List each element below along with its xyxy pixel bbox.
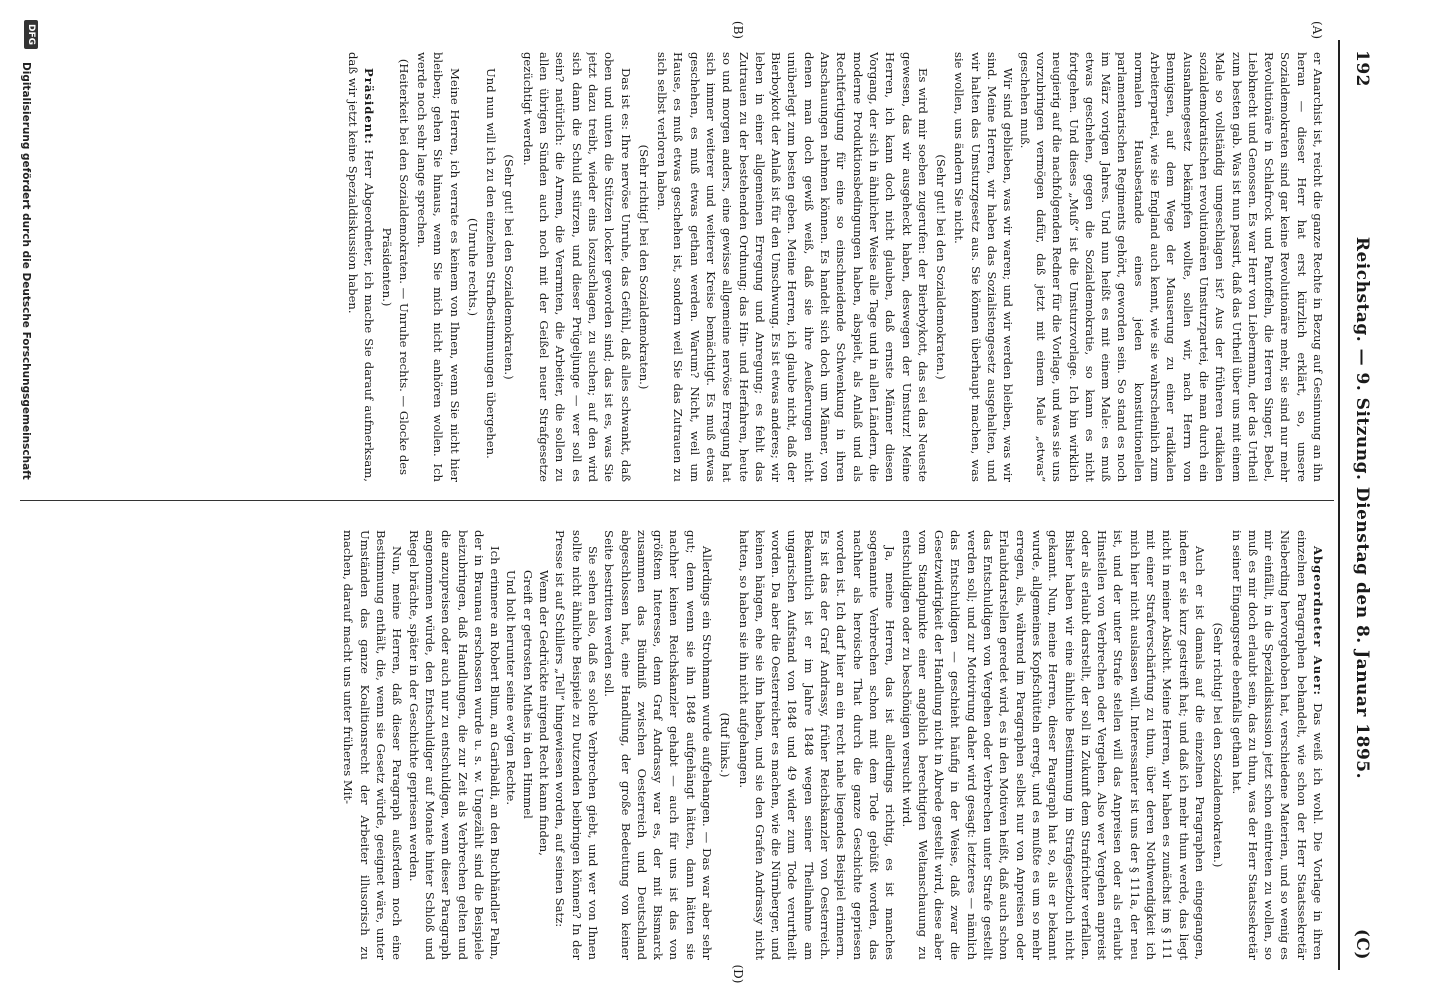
paragraph: Allerdings ein Strohmann wurde aufgehangen. — Das war aber sehr gut; denn wenn sie ihn 1848 aufgehängt hätten, dann hätten sie nachher keinen Reichskanzler gehabt — auch für uns ist das von größtem Interesse, denn Graf Andrassy war es, der mit Bismarck zusammen das Bündniß zwischen Oesterreich und Deutschland abgeschlossen hat, eine Handlung, der große Bedeutung von keiner Seite bestritten werden soll. <box>602 530 715 960</box>
paragraph: Ich erinnere an Robert Blum, an Garibaldi, an den Buchhändler Palm, der in Braunau erschossen wurde u. s. w. Ungezählt sind die Beispiele beizubringen, daß Handlungen, die zur Zeit als Verbrechen gelten und die anzupreisen oder auch nur zu entschuldigen, wenn dieser Paragraph angenommen würde, den Entschuldiger auf Monate hinter Schloß und Riegel brächte, später in der Geschichte gepriesen werden. <box>406 530 503 960</box>
speaker-paragraph <box>1228 530 1326 960</box>
verse-line: Und holt herunter seine ew'gen Rechte. <box>504 570 519 806</box>
header-rule <box>1338 40 1340 970</box>
right-text-column <box>236 530 1326 960</box>
paragraph: Nun, meine Herren, daß dieser Paragraph außerdem noch eine Bestimmung enthält, die, wenn sie Gesetz würde, geeignet wäre, unter Umständen das ganze Koalitionsrecht der Arbeiter illusorisch zu machen, darauf macht uns unter früheres Mit- <box>341 530 405 960</box>
margin-letter-b: (B) <box>731 20 745 40</box>
paragraph: Auch er ist damals auf die einzelnen Paragraphen eingegangen, indem er sie kurz gestreift hat; und daß ich mehr thun werde, das liegt nicht in meiner Absicht. Meine Herren, wir haben es zunächst im § 111 mit einer Strafverschärfung zu thun, über deren Nothwendigkeit ich mich hier nicht auslassen will. Interessanter ist uns der § 111a, der neu ist, und der unter Strafe stellen will das Anpreisen oder als erlaubt Hinstellen von Verbrechen oder Vergehen. Also wer Vergehen anpreist oder als erlaubt darstellt, der soll in Zukunft dem Strafrichter verfallen. Bisher haben wir eine ähnliche Bestimmung im Strafgesetzbuch nicht gekannt. Nun, meine Herren, dieser Paragraph hat so, als er bekannt wurde, allgemeines Kopfschütteln erregt, und es mußte es um so mehr erregen, als, während im Paragraphen selbst nur von Anpreisen oder Erlaubtdarstellen geredet wird, es in den Motiven heißt, daß auch schon das Entschuldigen von Vergehen oder Verbrechen unter Strafe gestellt werden soll; und zur Motivirung daher wird gesagt: letzteres — nämlich das Entschuldigen — geschieht häufig in der Weise, daß zwar die Gesetzwidrigkeit der Handlung nicht in Abrede gestellt wird, diese aber vom Standpunkte einer angeblich berechtigten Weltanschauung zu entschuldigen oder zu beschönigen versucht wird. <box>899 530 1207 960</box>
speech-text: Herr Abgeordneter, ich mache Sie darauf aufmerksam, daß wir jetzt keine Spezialdiskussion haben. <box>345 52 377 482</box>
speaker-name: Abgeordneter Auer: <box>1311 546 1325 696</box>
stage-direction: (Unruhe rechts.) <box>465 218 480 316</box>
stage-direction: (Sehr gut! bei den Sozialdemokraten.) <box>502 154 517 380</box>
digitization-note: Digitalisierung gefördert durch die Deutsche Forschungsgemeinschaft <box>20 62 32 480</box>
verse-line: Wenn der Gedrückte nirgend Recht kann finden, <box>537 570 552 856</box>
paragraph: Ja, meine Herren, das ist allerdings richtig, es ist manches sogenannte Verbrechen schon mit dem Tode gebüßt worden, das nachher als heroische That durch die ganze Geschichte gepriesen worden ist. Ich darf hier an ein recht nahe liegendes Beispiel erinnern. Es ist das der Graf Andrassy, früher Reichskanzler von Oesterreich. Bekanntlich ist er im Jahre 1848 wegen seiner Theilnahme am ungarischen Aufstand von 1848 und 49 wider zum Tode verurtheilt worden. Da aber die Oesterreicher es machen, wie die Nürnberger, und keinen hängen, ehe sie ihn haben, und sie den Grafen Andrassy nicht hatten, so haben sie ihn nicht aufgehangen. <box>736 530 898 960</box>
stage-direction: (Sehr richtig! bei den Sozialdemokraten.) <box>1211 622 1226 868</box>
page-header <box>1342 50 1382 960</box>
stage-direction: (Sehr gut! bei den Sozialdemokraten.) <box>934 154 949 380</box>
page-number: 192 <box>1352 50 1372 87</box>
paragraph: Wir sind geblieben, was wir waren; und wir werden bleiben, was wir sind. Meine Herren, wir haben das Sozialistengesetz ausgehalten, und wir halten das Umsturzgesetz aus. Sie können überhaupt machen, was sie wollen, uns ändern Sie nicht. <box>952 52 1016 482</box>
paragraph: er Anarchist ist, reicht die ganze Rechte in Bezug auf Gesinnung an ihn heran — dieser Herr hat erst kürzlich erklärt, so, unsere Sozialdemokraten sind gar keine Revolutionäre mehr, sie sind nur mehr Revolutionäre in Schlafrock und Pantoffeln, die Herren Singer, Bebel, Liebknecht und Genossen. Es war Herr von Liebermann, der das Urtheil zum besten gab. Was ist nun passirt, daß das Urtheil über uns mit einem Male so vollständig umgeschlagen ist? Aus der früheren radikalen sozialdemokratischen revolutionären Umsturzpartei, die man durch ein Ausnahmegesetz bekämpfen wollte, sollen wir, nach Herrn von Bennigsen, auf dem Wege der Mauserung zu einer radikalen Arbeiterpartei, wie sie England auch kennt, wie sie wahrscheinlich zum normalen Hausbestande eines jeden konstitutionellen parlamentarischen Regiments gehört, geworden sein. So stand es noch im März vorigen Jahres. Und nun heißt es mit einem Male: es muß etwas geschehen, gegen die Sozialdemokratie, so kann es nicht fortgehen. Und dieses „Muß“ ist die Umsturzvorlage. Ich bin wirklich neugierig auf die nachfolgenden Redner für die Vorlage, und was sie uns vorzubringen vermögen dafür, daß jetzt mit einem Male „etwas“ geschehen muß. <box>1017 52 1325 482</box>
stage-direction: (Ruf links.) <box>718 712 733 778</box>
speaker-paragraph <box>344 52 377 482</box>
verse-line: Greift er getrosten Muthes in den Himmel <box>520 570 535 819</box>
paragraph: Meine Herren, ich verrate es keinem von Ihnen, wenn Sie nicht hier bleiben; gehen Sie hinaus, wenn Sie mich nicht anhören wollen. Ich werde noch sehr lange sprechen. <box>414 52 462 482</box>
column-divider <box>20 500 1334 501</box>
paragraph: Es wird mir soeben zugerufen: der Bierboykott, das sei das Neueste gewesen, das wir ausgeheckt haben, deswegen der Umsturz! Meine Herren, ich kann doch nicht glauben, daß ernste Männer diesen Vorgang, der sich in ähnlicher Weise alle Tage und in allen Ländern, die moderne Produktionsbedingungen haben, abspielt, als Anlaß und als Rechtfertigung für eine so einschneidende Schwenkung in ihren Anschauungen nehmen können. Es handelt sich doch um Männer, von denen man doch gewiß weiß, daß sie ihre Aeußerungen nicht unüberlegt zum besten geben. Meine Herren, ich glaube nicht, daß der Bierboykott der Anlaß ist für den Umschwung. Es ist etwas anderes; wir leben in einer allgemeinen Erregung und Anregung; es fehlt das Zutrauen zu der bestehenden Ordnung; das Hin- und Herfahren, heute so und morgen anders, eine gewisse allgemeine nervöse Erregung hat sich immer weiterer und weiterer Kreise bemächtigt. Es muß etwas geschehen, es muß etwas gethan werden. Warum? Nicht, weil um Hause, es muß etwas geschehen ist, sondern weil Sie das Zutrauen zu sich selbst verloren haben. <box>655 52 930 482</box>
stage-direction: (Sehr richtig! bei den Sozialdemokraten.) <box>636 144 651 390</box>
stage-direction: (Heiterkeit bei den Sozialdemokraten. — Unruhe rechts. — Glocke des Präsidenten.) <box>380 58 411 476</box>
margin-letter-d: (D) <box>731 964 745 984</box>
paragraph: Und nun will ich zu den einzelnen Strafbestimmungen übergehen. <box>484 68 499 459</box>
left-text-column <box>306 52 1326 482</box>
paragraph: Sie sehen also, daß es solche Verbrechen giebt, und wer von Ihnen sollte nicht ähnliche Beispiele zu Dutzenden beibringen können? In der Presse ist auf Schillers „Tell“ hingewiesen worden, auf seinen Satz: <box>553 530 600 960</box>
speech-text: Das weiß ich wohl. Die Vorlage in ihren einzelnen Paragraphen behandelt, wie schon der Herr Staatssekretär Nieberding hervorgehoben hat, verschiedene Materien, und so wenig es mir einfällt, in die Spezialdiskussion jetzt schon eintreten zu wollen, so muß es mir doch erlaubt sein, das zu thun, was der Herr Staatssekretär in seiner Eingangsrede ebenfalls gethan hat. <box>1229 530 1325 960</box>
running-title: Reichstag. — 9. Sitzung. Dienstag den 8. Januar 1895. <box>1352 236 1372 780</box>
margin-letter-a: (A) <box>1310 20 1324 40</box>
speaker-name: Präsident: <box>362 68 377 145</box>
corner-marker: (C) <box>1352 928 1372 960</box>
paragraph: Das ist es: Ihre nervöse Unruhe, das Gefühl, daß alles schwankt, daß oben und unten die Stützen locker geworden sind; das ist es, was Sie jetzt dazu treibt, wieder eins loszuschlagen, zu suchen; auf den wird sich dann die Schuld stürzen, und dieser Prügeljunge — wer soll es sein? natürlich: die Armen, die Verarmten, die Arbeiter, die sollen zu allen übrigen Sünden auch noch mit der Geißel neuer Strafgesetze gezüchtigt werden. <box>520 52 633 482</box>
dfg-logo: DFG <box>24 20 38 49</box>
